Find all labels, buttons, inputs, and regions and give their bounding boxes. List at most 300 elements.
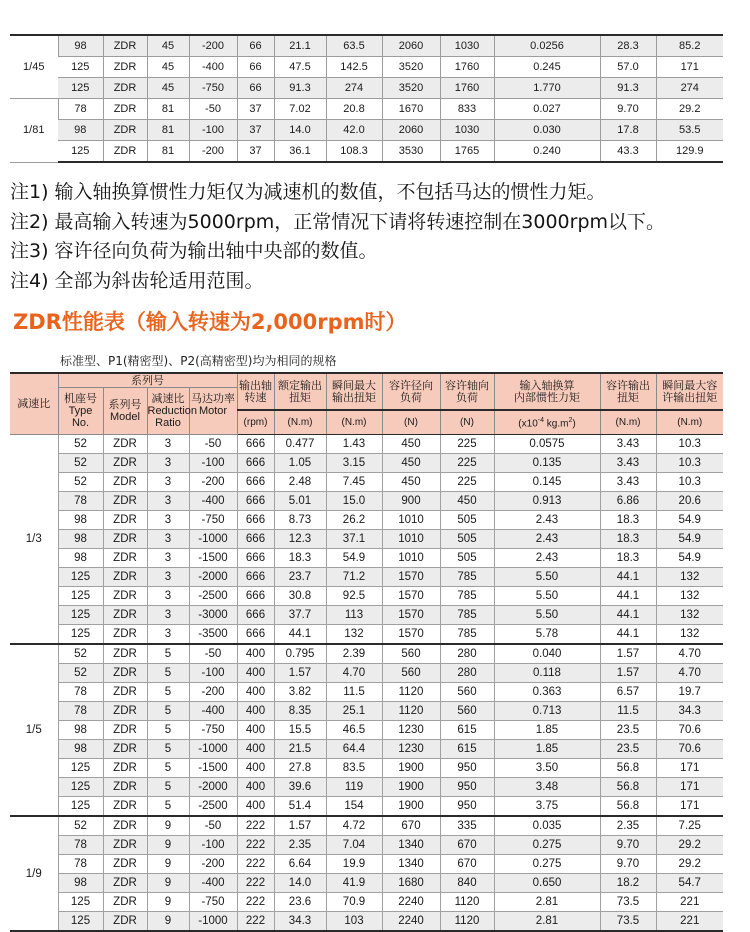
table-cell: -3000 — [189, 606, 237, 625]
table-cell: 1030 — [440, 35, 494, 57]
table-cell: 1120 — [382, 683, 440, 702]
table-cell: 132 — [656, 587, 723, 606]
table-cell: -200 — [189, 141, 237, 163]
table-cell: 1230 — [382, 740, 440, 759]
table-cell: 0.118 — [494, 664, 600, 683]
table-cell: 132 — [326, 625, 382, 645]
table-cell: ZDR — [103, 778, 147, 797]
table-cell: 1340 — [382, 836, 440, 855]
table-cell: 81 — [147, 141, 189, 163]
table-cell: 785 — [440, 568, 494, 587]
table-cell: -400 — [189, 492, 237, 511]
table-cell: 18.3 — [274, 549, 326, 568]
table-row — [10, 874, 723, 893]
table-cell: 1.57 — [600, 644, 656, 664]
table-cell: 37.7 — [274, 606, 326, 625]
table-cell: 37 — [237, 141, 274, 163]
table-cell: 5.78 — [494, 625, 600, 645]
table-cell: -1500 — [189, 549, 237, 568]
table-cell: 78 — [58, 855, 103, 874]
table-cell: ZDR — [103, 435, 147, 454]
table-cell: 23.6 — [274, 893, 326, 912]
table-cell: 3 — [147, 473, 189, 492]
table-cell: 1.57 — [600, 664, 656, 683]
table-cell: 41.9 — [326, 874, 382, 893]
table-cell: -1000 — [189, 530, 237, 549]
reduction-ratio-cell: 1/5 — [10, 644, 58, 816]
note-1: 注1) 输入轴换算惯性力矩仅为减速机的数值，不包括马达的惯性力矩。 — [10, 181, 606, 203]
table-cell: 98 — [58, 120, 103, 141]
table-cell: 0.363 — [494, 683, 600, 702]
table-cell: ZDR — [103, 587, 147, 606]
table-cell: 3 — [147, 549, 189, 568]
table-cell: 15.0 — [326, 492, 382, 511]
table-cell: -2000 — [189, 778, 237, 797]
table-cell: -1500 — [189, 759, 237, 778]
table-cell: 18.3 — [600, 530, 656, 549]
table-cell: 46.5 — [326, 721, 382, 740]
header-inertia: 输入轴换算 内部惯性力矩 — [494, 373, 600, 410]
table-cell: 400 — [237, 683, 274, 702]
table-cell: 2.81 — [494, 893, 600, 912]
table-cell: 505 — [440, 549, 494, 568]
table-cell: ZDR — [103, 606, 147, 625]
table-cell: 171 — [656, 57, 723, 78]
table-row — [10, 530, 723, 549]
table-cell: 0.795 — [274, 644, 326, 664]
table-row — [10, 549, 723, 568]
table-cell: 98 — [58, 549, 103, 568]
table-cell: 1.85 — [494, 721, 600, 740]
table-cell: 5 — [147, 702, 189, 721]
table-cell: 18.2 — [600, 874, 656, 893]
table-cell: 400 — [237, 740, 274, 759]
table-cell: 5.50 — [494, 587, 600, 606]
table-cell: 1570 — [382, 568, 440, 587]
table-cell: 1120 — [440, 893, 494, 912]
table-cell: 29.2 — [656, 836, 723, 855]
table-row — [10, 625, 723, 645]
table-cell: 670 — [382, 816, 440, 836]
header-motor: 马达功率 Motor — [189, 388, 237, 435]
table-cell: 64.4 — [326, 740, 382, 759]
table-cell: 52 — [58, 644, 103, 664]
table-cell: 1765 — [440, 141, 494, 163]
table-row — [10, 893, 723, 912]
table-cell: -100 — [189, 836, 237, 855]
table-cell: 25.1 — [326, 702, 382, 721]
table-cell: 19.7 — [656, 683, 723, 702]
table-cell: 125 — [58, 778, 103, 797]
table-cell: 18.3 — [600, 549, 656, 568]
table-cell: 450 — [382, 454, 440, 473]
table-cell: 10.3 — [656, 454, 723, 473]
table-cell: 30.8 — [274, 587, 326, 606]
table-cell: 0.030 — [494, 120, 600, 141]
table-cell: 0.0256 — [494, 35, 600, 57]
table-cell: -50 — [189, 644, 237, 664]
table-cell: 0.477 — [274, 435, 326, 454]
table-cell: 81 — [147, 99, 189, 120]
table-cell: 63.5 — [326, 35, 382, 57]
table-cell: 36.1 — [274, 141, 326, 163]
table-cell: 78 — [58, 702, 103, 721]
table-cell: -3500 — [189, 625, 237, 645]
table-cell: 2.39 — [326, 644, 382, 664]
table-cell: 335 — [440, 816, 494, 836]
table-row — [10, 759, 723, 778]
table-cell: 9 — [147, 874, 189, 893]
table-cell: ZDR — [103, 568, 147, 587]
table-cell: 400 — [237, 644, 274, 664]
table-cell: 113 — [326, 606, 382, 625]
table-cell: 222 — [237, 912, 274, 932]
table-cell: 222 — [237, 855, 274, 874]
table-cell: 0.240 — [494, 141, 600, 163]
table-cell: 666 — [237, 454, 274, 473]
unit-n-radial: (N) — [382, 410, 440, 435]
table-cell: 12.3 — [274, 530, 326, 549]
unit-nm-peak: (N.m) — [326, 410, 382, 435]
table-cell: 666 — [237, 587, 274, 606]
table-cell: 47.5 — [274, 57, 326, 78]
table-cell: 44.1 — [600, 625, 656, 645]
table-cell: ZDR — [103, 816, 147, 836]
header-peak-allow-torque: 瞬间最大容 许输出扭矩 — [656, 373, 723, 410]
table-cell: ZDR — [103, 721, 147, 740]
table-cell: -100 — [189, 664, 237, 683]
table-cell: 560 — [440, 683, 494, 702]
table-cell: 98 — [58, 721, 103, 740]
table-cell: 1900 — [382, 778, 440, 797]
table-cell: 9 — [147, 893, 189, 912]
table-cell: 26.2 — [326, 511, 382, 530]
table-cell: 78 — [58, 836, 103, 855]
table-cell: 274 — [656, 78, 723, 99]
table-cell: 4.70 — [326, 664, 382, 683]
table-cell: 23.7 — [274, 568, 326, 587]
header-model: 系列号 Model — [103, 388, 147, 435]
table-row — [10, 435, 723, 454]
table-cell: 950 — [440, 797, 494, 817]
table-cell: 56.8 — [600, 778, 656, 797]
table-cell: 108.3 — [326, 141, 382, 163]
header-output-speed: 输出轴 转速 — [237, 373, 274, 410]
table-cell: 3 — [147, 625, 189, 645]
table-cell: 1760 — [440, 78, 494, 99]
table-cell: 4.70 — [656, 664, 723, 683]
note-4: 注4) 全部为斜齿轮适用范围。 — [10, 269, 264, 292]
table-cell: 125 — [58, 797, 103, 817]
header-ratio: 减速比 Reduction Ratio — [147, 388, 189, 435]
table-cell: 400 — [237, 759, 274, 778]
table-row — [10, 683, 723, 702]
table-row — [10, 99, 723, 120]
table-cell: 42.0 — [326, 120, 382, 141]
table-row — [10, 454, 723, 473]
table-cell: 3.15 — [326, 454, 382, 473]
table-cell: 44.1 — [600, 587, 656, 606]
table-cell: 125 — [58, 57, 103, 78]
table-cell: 1570 — [382, 606, 440, 625]
table-row — [10, 511, 723, 530]
table-cell: 666 — [237, 568, 274, 587]
table-cell: ZDR — [103, 644, 147, 664]
table-cell: -750 — [189, 721, 237, 740]
table-cell: 1.770 — [494, 78, 600, 99]
header-type-no: 机座号 Type No. — [58, 388, 103, 435]
table-cell: 222 — [237, 836, 274, 855]
header-peak-torque: 瞬间最大 输出扭矩 — [326, 373, 382, 410]
table-cell: 70.6 — [656, 740, 723, 759]
table-cell: 29.2 — [656, 99, 723, 120]
table-cell: 3.75 — [494, 797, 600, 817]
table-cell: 5 — [147, 683, 189, 702]
table-row — [10, 78, 723, 99]
table-cell: 1030 — [440, 120, 494, 141]
table-cell: 280 — [440, 644, 494, 664]
unit-nm-peak-allow: (N.m) — [656, 410, 723, 435]
table-cell: 1010 — [382, 549, 440, 568]
table-cell: 666 — [237, 625, 274, 645]
table-row — [10, 141, 723, 163]
table-cell: 85.2 — [656, 35, 723, 57]
table-cell: 505 — [440, 530, 494, 549]
table-cell: 45 — [147, 35, 189, 57]
unit-rpm: (rpm) — [237, 410, 274, 435]
table-cell: 34.3 — [656, 702, 723, 721]
reduction-ratio-cell: 1/3 — [10, 435, 58, 645]
table-cell: 3 — [147, 435, 189, 454]
table-cell: 78 — [58, 683, 103, 702]
table-cell: 66 — [237, 57, 274, 78]
table-cell: 450 — [440, 492, 494, 511]
table-cell: 52 — [58, 435, 103, 454]
table-cell: 6.57 — [600, 683, 656, 702]
table-cell: ZDR — [103, 836, 147, 855]
header-axial-load: 容许轴向 负荷 — [440, 373, 494, 410]
note-3: 注3) 容许径向负荷为输出轴中央部的数值。 — [10, 240, 378, 262]
table-cell: 3 — [147, 511, 189, 530]
table-row — [10, 568, 723, 587]
table-cell: ZDR — [103, 454, 147, 473]
header-series: 系列号 — [58, 373, 237, 388]
table-cell: 3520 — [382, 78, 440, 99]
table-cell: -400 — [189, 702, 237, 721]
table-cell: 6.64 — [274, 855, 326, 874]
table-cell: 222 — [237, 874, 274, 893]
table-cell: 54.9 — [656, 530, 723, 549]
table-cell: 2240 — [382, 893, 440, 912]
header-radial-load: 容许径向 负荷 — [382, 373, 440, 410]
table-cell: 132 — [656, 568, 723, 587]
table-cell: 666 — [237, 606, 274, 625]
table-cell: ZDR — [103, 797, 147, 817]
table-cell: 7.25 — [656, 816, 723, 836]
table-cell: 132 — [656, 625, 723, 645]
table-cell: 45 — [147, 78, 189, 99]
table-cell: 1.05 — [274, 454, 326, 473]
table-cell: 2240 — [382, 912, 440, 932]
table-cell: -750 — [189, 78, 237, 99]
table-cell: 2.43 — [494, 511, 600, 530]
performance-table-title: ZDR性能表（输入转速为2,000rpm时） — [13, 310, 407, 334]
table-cell: 9.70 — [600, 99, 656, 120]
table-cell: 5 — [147, 778, 189, 797]
table-cell: 21.5 — [274, 740, 326, 759]
reduction-ratio-cell: 1/45 — [10, 35, 58, 99]
table-row — [10, 57, 723, 78]
table-cell: 29.2 — [656, 855, 723, 874]
table-cell: 92.5 — [326, 587, 382, 606]
table-cell: 0.135 — [494, 454, 600, 473]
table-cell: 560 — [440, 702, 494, 721]
table-cell: 3.82 — [274, 683, 326, 702]
table-cell: 57.0 — [600, 57, 656, 78]
table-cell: 5.01 — [274, 492, 326, 511]
table-cell: -50 — [189, 99, 237, 120]
table-row — [10, 816, 723, 836]
table-cell: -400 — [189, 57, 237, 78]
performance-table — [10, 372, 723, 932]
table-cell: 666 — [237, 473, 274, 492]
table-cell: 17.8 — [600, 120, 656, 141]
header-rated-torque: 额定输出 扭矩 — [274, 373, 326, 410]
table-cell: 0.245 — [494, 57, 600, 78]
table-cell: 21.1 — [274, 35, 326, 57]
table-cell: 44.1 — [600, 606, 656, 625]
table-cell: 52 — [58, 816, 103, 836]
table-cell: 98 — [58, 874, 103, 893]
table-row — [10, 740, 723, 759]
table-cell: ZDR — [103, 702, 147, 721]
table-cell: 98 — [58, 740, 103, 759]
table-row — [10, 797, 723, 817]
table-cell: 37 — [237, 99, 274, 120]
table-cell: ZDR — [103, 99, 147, 120]
table-cell: 52 — [58, 664, 103, 683]
table-row — [10, 644, 723, 664]
table-cell: ZDR — [103, 57, 147, 78]
table-cell: 666 — [237, 435, 274, 454]
table-cell: 7.04 — [326, 836, 382, 855]
table-cell: 0.145 — [494, 473, 600, 492]
table-cell: -200 — [189, 683, 237, 702]
table-cell: -750 — [189, 893, 237, 912]
table-cell: 1010 — [382, 530, 440, 549]
table-cell: 18.3 — [600, 511, 656, 530]
reduction-ratio-cell: 1/9 — [10, 816, 58, 931]
table-cell: 73.5 — [600, 893, 656, 912]
table-cell: 56.8 — [600, 797, 656, 817]
table-cell: 785 — [440, 625, 494, 645]
table-cell: 785 — [440, 587, 494, 606]
table-cell: 9 — [147, 816, 189, 836]
table-cell: 171 — [656, 797, 723, 817]
table-cell: 615 — [440, 740, 494, 759]
table-cell: 1.85 — [494, 740, 600, 759]
table-cell: 73.5 — [600, 912, 656, 932]
table-cell: 10.3 — [656, 473, 723, 492]
table-cell: -2500 — [189, 587, 237, 606]
table-cell: 0.913 — [494, 492, 600, 511]
table-cell: ZDR — [103, 492, 147, 511]
table-cell: 670 — [440, 836, 494, 855]
table-cell: 1760 — [440, 57, 494, 78]
table-cell: ZDR — [103, 625, 147, 645]
table-cell: 5 — [147, 721, 189, 740]
table-cell: ZDR — [103, 120, 147, 141]
table-cell: 44.1 — [274, 625, 326, 645]
table-cell: 52 — [58, 473, 103, 492]
table-cell: 9 — [147, 855, 189, 874]
table-cell: -1000 — [189, 740, 237, 759]
table-cell: -100 — [189, 120, 237, 141]
table-cell: 5 — [147, 740, 189, 759]
table-cell: 125 — [58, 893, 103, 912]
table-cell: 98 — [58, 35, 103, 57]
table-cell: 5 — [147, 664, 189, 683]
table-cell: 1570 — [382, 587, 440, 606]
table-cell: 66 — [237, 78, 274, 99]
table-row — [10, 778, 723, 797]
table-cell: 15.5 — [274, 721, 326, 740]
table-cell: 2.43 — [494, 530, 600, 549]
table-row — [10, 721, 723, 740]
table-cell: 154 — [326, 797, 382, 817]
table-cell: 142.5 — [326, 57, 382, 78]
table-cell: 2.35 — [600, 816, 656, 836]
table-cell: 4.72 — [326, 816, 382, 836]
table-cell: 1570 — [382, 625, 440, 645]
table-cell: 3520 — [382, 57, 440, 78]
table-cell: 54.9 — [326, 549, 382, 568]
table-cell: 400 — [237, 778, 274, 797]
table-cell: 125 — [58, 587, 103, 606]
table-cell: -100 — [189, 454, 237, 473]
table-cell: 54.7 — [656, 874, 723, 893]
table-cell: 5 — [147, 759, 189, 778]
table-cell: 91.3 — [274, 78, 326, 99]
table-cell: 43.3 — [600, 141, 656, 163]
table-cell: 950 — [440, 778, 494, 797]
table-cell: 221 — [656, 912, 723, 932]
table-cell: 1230 — [382, 721, 440, 740]
table-cell: 5 — [147, 644, 189, 664]
table-cell: 225 — [440, 473, 494, 492]
table-cell: 3.48 — [494, 778, 600, 797]
notes-list — [10, 178, 665, 296]
table-cell: 78 — [58, 99, 103, 120]
table-cell: 2.35 — [274, 836, 326, 855]
table-cell: 785 — [440, 606, 494, 625]
table-cell: 400 — [237, 721, 274, 740]
table-cell: 20.6 — [656, 492, 723, 511]
table-cell: 8.73 — [274, 511, 326, 530]
table-cell: ZDR — [103, 874, 147, 893]
spec-table-continued — [10, 34, 723, 163]
table-cell: 615 — [440, 721, 494, 740]
table-cell: -750 — [189, 511, 237, 530]
table-cell: 222 — [237, 893, 274, 912]
table-cell: 950 — [440, 759, 494, 778]
table-cell: 98 — [58, 530, 103, 549]
table-cell: ZDR — [103, 893, 147, 912]
table-cell: 125 — [58, 606, 103, 625]
table-cell: 1120 — [440, 912, 494, 932]
table-cell: 3 — [147, 454, 189, 473]
reduction-ratio-cell: 1/81 — [10, 99, 58, 163]
